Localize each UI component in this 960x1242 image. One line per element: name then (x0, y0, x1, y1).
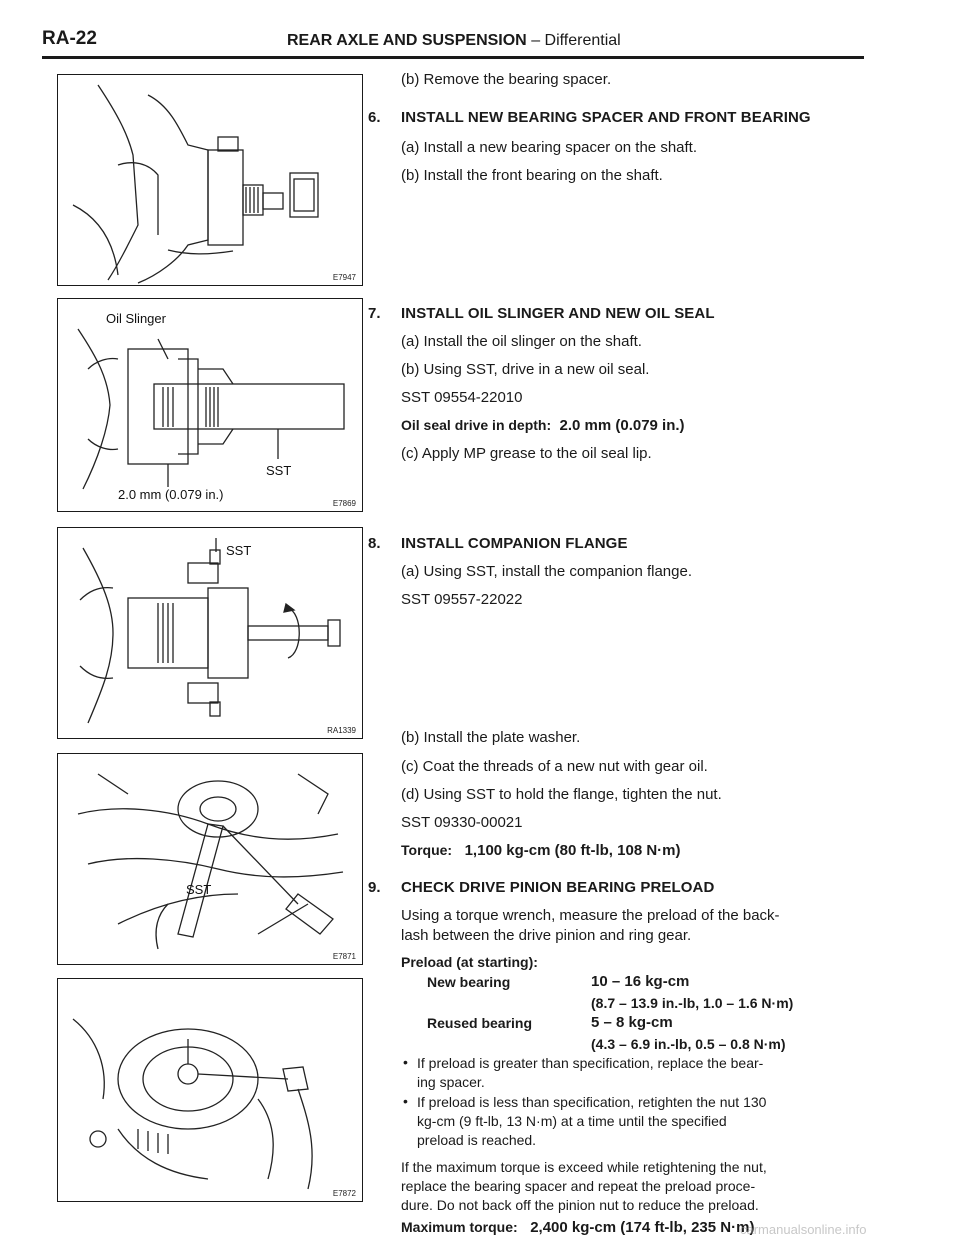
figure-code: E7947 (332, 273, 356, 282)
watermark: carmanualsonline.info (740, 1222, 867, 1237)
figure-oil-seal (57, 298, 363, 512)
figure-drawing (58, 75, 362, 285)
step8-d: (d) Using SST to hold the flange, tighten the nut. (401, 786, 722, 803)
step9-intro2: lash between the drive pinion and ring gear. (401, 927, 692, 944)
step6-title: INSTALL NEW BEARING SPACER AND FRONT BEARING (401, 109, 811, 126)
step7-number: 7. (368, 305, 381, 322)
step7-spec (401, 415, 685, 436)
step7-b: (b) Using SST, drive in a new oil seal. (401, 361, 650, 378)
figure-companion-flange (57, 527, 363, 739)
figure-code: E7872 (332, 1189, 356, 1198)
bullet2-line3: preload is reached. (417, 1132, 537, 1148)
label-sst: SST (186, 882, 212, 897)
figure-drawing (58, 299, 362, 511)
step7-a: (a) Install the oil slinger on the shaft. (401, 333, 642, 350)
step8-c: (c) Coat the threads of a new nut with gear oil. (401, 758, 708, 775)
label-oil-slinger: Oil Slinger (106, 311, 166, 326)
step8-sst1: SST 09557-22022 (401, 591, 523, 608)
step7-title: INSTALL OIL SLINGER AND NEW OIL SEAL (401, 305, 715, 322)
max-torque (401, 1217, 754, 1238)
step5-b: (b) Remove the bearing spacer. (401, 71, 612, 88)
step9-intro1: Using a torque wrench, measure the preload of the back- (401, 907, 780, 924)
reused-bearing-value1: 5 – 8 kg-cm (591, 1014, 673, 1031)
note-line1: If the maximum torque is exceed while retightening the nut, (401, 1159, 767, 1175)
torque-value: 1,100 kg-cm (80 ft-lb, 108 N·m) (464, 842, 681, 859)
note-line2: replace the bearing spacer and repeat the preload proce- (401, 1178, 756, 1194)
figure-code: RA1339 (327, 726, 356, 735)
step8-title: INSTALL COMPANION FLANGE (401, 535, 628, 552)
reused-bearing-label: Reused bearing (427, 1015, 533, 1031)
step8-torque (401, 840, 681, 861)
step9-number: 9. (368, 879, 381, 896)
step6-b: (b) Install the front bearing on the shaft. (401, 167, 663, 184)
figure-bearing-spacer (57, 74, 363, 286)
spec-label: Oil seal drive in depth: (401, 417, 552, 433)
figure-drawing (58, 754, 362, 964)
new-bearing-label: New bearing (427, 974, 511, 990)
reused-bearing-value2: (4.3 – 6.9 in.-lb, 0.5 – 0.8 N·m) (591, 1036, 786, 1052)
bullet1-line1: If preload is greater than specification, replace the bear- (417, 1055, 764, 1071)
figure-torque-wrench (57, 978, 363, 1202)
figure-drawing (58, 528, 362, 738)
step8-number: 8. (368, 535, 381, 552)
preload-label: Preload (at starting): (401, 954, 538, 970)
step6-number: 6. (368, 109, 381, 126)
bullet-dot: • (403, 1054, 408, 1070)
spec-value: 2.0 mm (0.079 in.) (559, 417, 685, 434)
max-torque-value: 2,400 kg-cm (174 ft-lb, 235 N·m) (530, 1219, 755, 1236)
bullet2-line1: If preload is less than specification, retighten the nut 130 (417, 1094, 767, 1110)
step8-b: (b) Install the plate washer. (401, 729, 581, 746)
figure-code: E7871 (332, 952, 356, 961)
torque-label: Torque: (401, 842, 453, 858)
step7-sst: SST 09554-22010 (401, 389, 523, 406)
note-line3: dure. Do not back off the pinion nut to reduce the preload. (401, 1197, 759, 1213)
page-number: RA-22 (42, 28, 97, 49)
instruction-column (368, 0, 873, 1242)
step8-a: (a) Using SST, install the companion flange. (401, 563, 692, 580)
label-sst: SST (226, 543, 252, 558)
step6-a: (a) Install a new bearing spacer on the shaft. (401, 139, 698, 156)
step8-sst2: SST 09330-00021 (401, 814, 523, 831)
label-sst: SST (266, 463, 292, 478)
figure-drawing (58, 979, 362, 1201)
label-depth: 2.0 mm (0.079 in.) (118, 487, 224, 502)
figure-tighten-nut (57, 753, 363, 965)
subsection-name: – Differential (531, 32, 621, 49)
bullet1-line2: ing spacer. (417, 1074, 485, 1090)
figure-code: E7869 (332, 499, 356, 508)
bullet2-line2: kg-cm (9 ft-lb, 13 N·m) at a time until the specified (417, 1113, 727, 1129)
new-bearing-value1: 10 – 16 kg-cm (591, 973, 690, 990)
new-bearing-value2: (8.7 – 13.9 in.-lb, 1.0 – 1.6 N·m) (591, 995, 794, 1011)
max-torque-label: Maximum torque: (401, 1219, 518, 1235)
step7-c: (c) Apply MP grease to the oil seal lip. (401, 445, 652, 462)
bullet-dot: • (403, 1093, 408, 1109)
section-name: REAR AXLE AND SUSPENSION (287, 32, 527, 49)
step9-title: CHECK DRIVE PINION BEARING PRELOAD (401, 879, 715, 896)
